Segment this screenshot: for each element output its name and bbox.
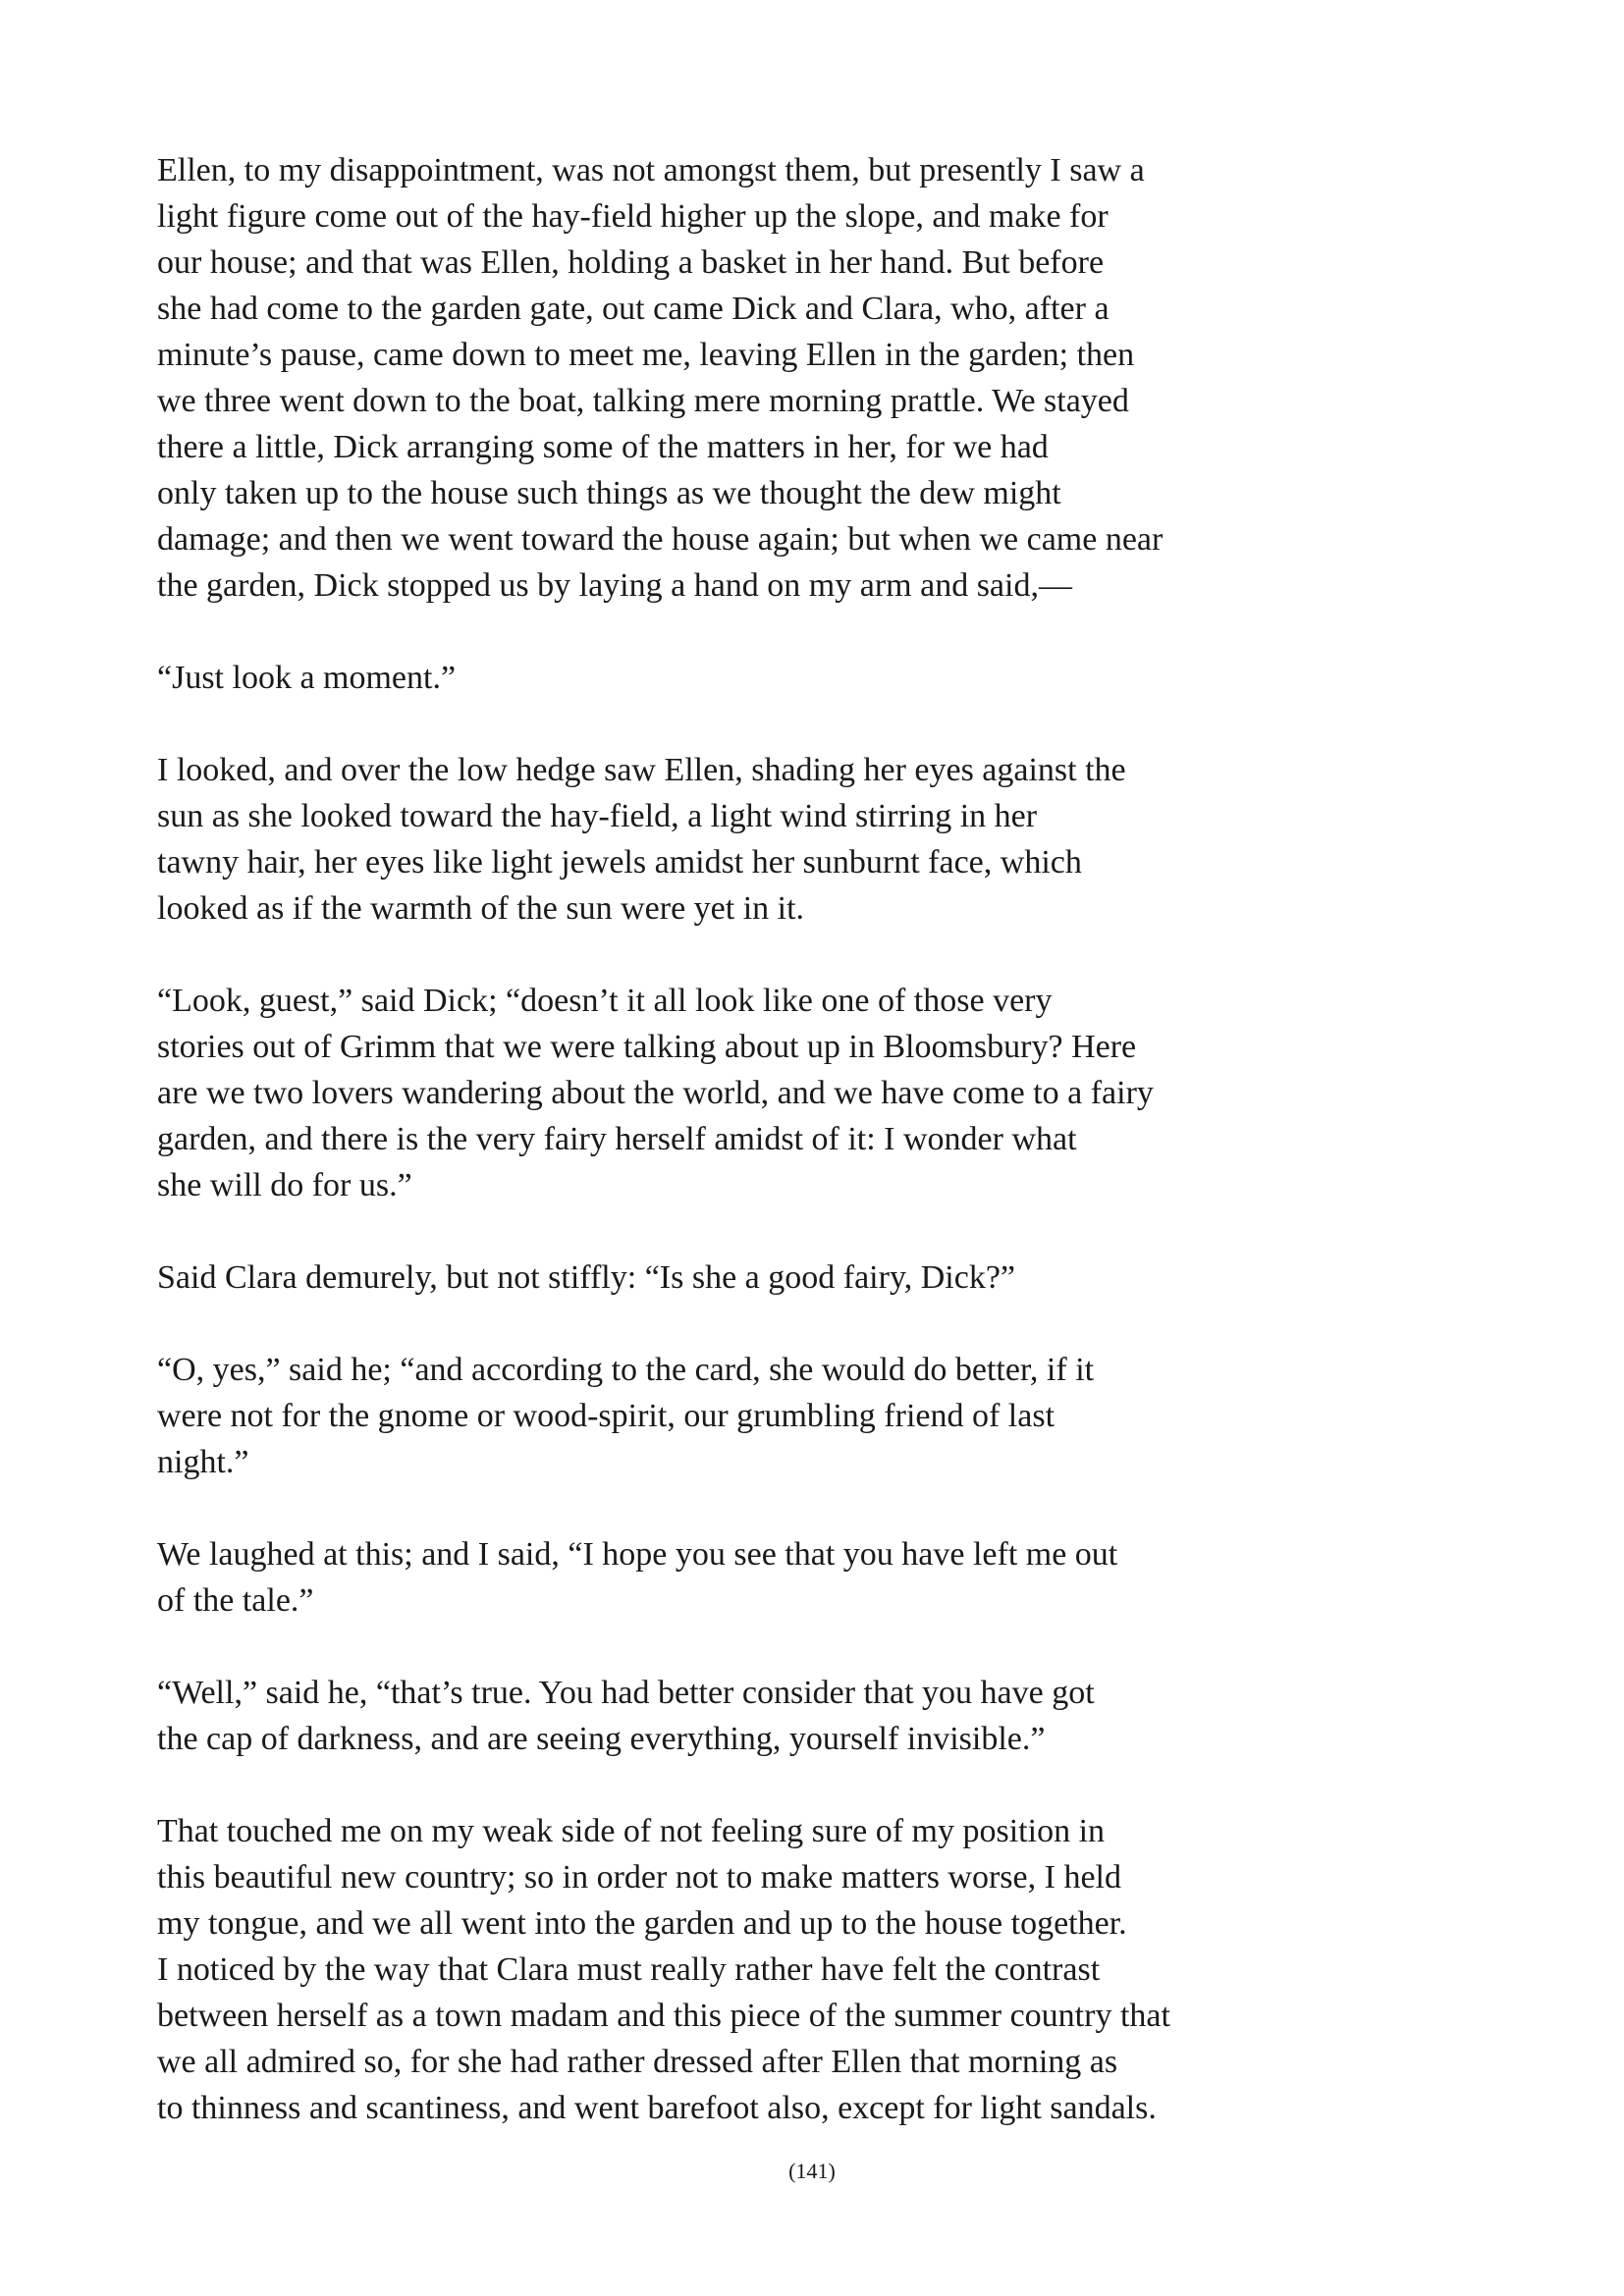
paragraph [157, 1531, 1355, 1624]
paragraph [157, 1808, 1355, 2131]
text-line: to thinness and scantiness, and went barefoot also, except for light sandals. [157, 2090, 1157, 2126]
text-line: of the tale.” [157, 1582, 314, 1619]
text-line: stories out of Grimm that we were talking about up in Bloomsbury? Here [157, 1029, 1137, 1065]
page-body [157, 147, 1355, 2177]
text-line: between herself as a town madam and this piece of the summer country that [157, 1998, 1170, 2034]
text-line: our house; and that was Ellen, holding a basket in her hand. But before [157, 244, 1105, 281]
text-line: damage; and then we went toward the house again; but when we came near [157, 521, 1164, 558]
text-line: the cap of darkness, and are seeing everything, yourself invisible.” [157, 1721, 1046, 1757]
paragraph [157, 1255, 1355, 1301]
text-line: my tongue, and we all went into the garden and up to the house together. [157, 1905, 1127, 1942]
text-line: sun as she looked toward the hay-field, a light wind stirring in her [157, 798, 1038, 834]
text-line: she had come to the garden gate, out came Dick and Clara, who, after a [157, 291, 1110, 327]
paragraph [157, 147, 1355, 609]
paragraph [157, 1670, 1355, 1762]
text-line: only taken up to the house such things as we thought the dew might [157, 475, 1061, 511]
text-line: Said Clara demurely, but not stiffly: “Is she a good fairy, Dick?” [157, 1259, 1016, 1296]
text-line: Ellen, to my disappointment, was not amongst them, but presently I saw a [157, 152, 1145, 188]
text-line: “Well,” said he, “that’s true. You had better consider that you have got [157, 1675, 1095, 1711]
text-line: “O, yes,” said he; “and according to the card, she would do better, if it [157, 1352, 1095, 1388]
text-line: are we two lovers wandering about the world, and we have come to a fairy [157, 1075, 1154, 1111]
paragraph [157, 747, 1355, 932]
page-number: (141) [788, 2159, 836, 2183]
text-line: “Just look a moment.” [157, 660, 457, 696]
paragraph [157, 1347, 1355, 1485]
text-line: light figure come out of the hay-field higher up the slope, and make for [157, 198, 1109, 235]
text-line: We laughed at this; and I said, “I hope you see that you have left me out [157, 1536, 1118, 1573]
text-line: I noticed by the way that Clara must really rather have felt the contrast [157, 1951, 1101, 1988]
text-line: she will do for us.” [157, 1167, 412, 1203]
text-line: were not for the gnome or wood-spirit, our grumbling friend of last [157, 1398, 1056, 1434]
paragraph [157, 978, 1355, 1208]
text-line: this beautiful new country; so in order not to make matters worse, I held [157, 1859, 1121, 1896]
text-line: we all admired so, for she had rather dressed after Ellen that morning as [157, 2044, 1118, 2080]
text-line: we three went down to the boat, talking mere morning prattle. We stayed [157, 383, 1129, 419]
text-line: garden, and there is the very fairy herself amidst of it: I wonder what [157, 1121, 1077, 1157]
text-line: That touched me on my weak side of not feeling sure of my position in [157, 1813, 1106, 1849]
paragraph [157, 655, 1355, 701]
text-line: night.” [157, 1444, 249, 1480]
text-line: there a little, Dick arranging some of the matters in her, for we had [157, 429, 1049, 465]
text-line: tawny hair, her eyes like light jewels amidst her sunburnt face, which [157, 844, 1082, 881]
text-line: “Look, guest,” said Dick; “doesn’t it all look like one of those very [157, 983, 1053, 1019]
text-line: I looked, and over the low hedge saw Ellen, shading her eyes against the [157, 752, 1126, 788]
text-line: looked as if the warmth of the sun were yet in it. [157, 890, 805, 927]
text-line: the garden, Dick stopped us by laying a hand on my arm and said,— [157, 567, 1072, 604]
text-line: minute’s pause, came down to meet me, leaving Ellen in the garden; then [157, 337, 1135, 373]
